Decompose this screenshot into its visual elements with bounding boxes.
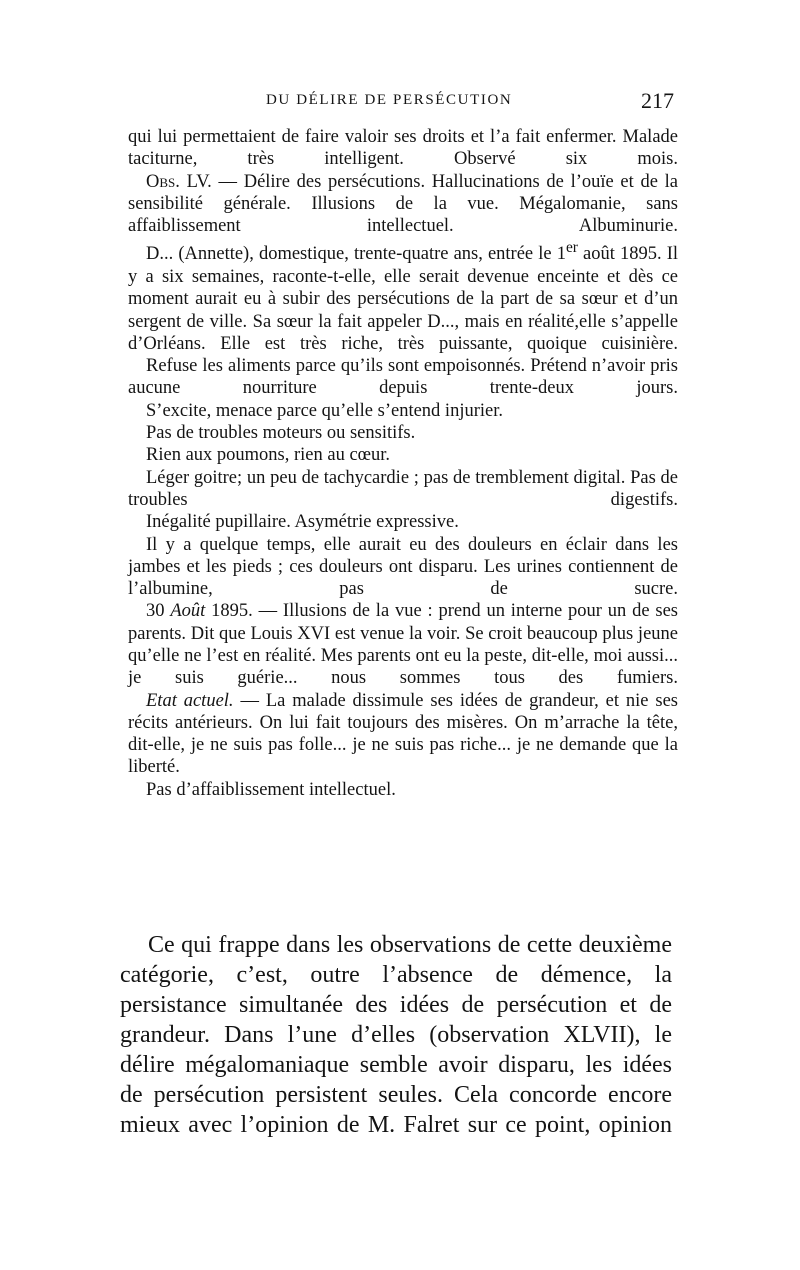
motor-troubles-line: Pas de troubles moteurs ou sensitifs. [146, 423, 416, 444]
current-state-paragraph [128, 690, 678, 779]
running-title: DU DÉLIRE DE PERSÉCUTION [266, 92, 513, 108]
current-state-label: Etat actuel. [146, 690, 234, 711]
lungs-heart-line: Rien aux poumons, rien au cœur. [146, 445, 391, 466]
ordinal-superscript: er [565, 239, 578, 257]
refusal-paragraph: Refuse les aliments parce qu’ils sont empoisonnés. Prétend n’avoir pris aucune nourriture depuis trente-deux jours. [128, 356, 678, 399]
goitre-paragraph: Léger goitre; un peu de tachycardie ; pas de tremblement digital. Pas de troubles digestifs. [128, 467, 678, 510]
dated-observation [128, 600, 678, 689]
patient-history-end: août 1895. Il y a six semaines, raconte-t-elle, elle serait devenue enceinte et dès ce moment aurait eu à subir des persécutions de la part de sa sœur et d’un sergent de ville. Sa sœur la fait appeler D..., mais en réalité,elle s’appelle d’Orléans. Elle est très riche, très puissante, quoique cuisinière. [128, 244, 679, 354]
current-state-text: — La malade dissimule ses idées de grandeur, et nie ses récits antérieurs. On lui fait toujours des misères. On m’arrache la tête, dit-elle, je ne suis pas folle... je ne suis pas riche... je ne demande que la liberté. [128, 690, 678, 778]
continued-paragraph: qui lui permettaient de faire valoir ses droits et l’a fait enfermer. Malade taciturne, très intelligent. Observé six mois. [128, 127, 678, 170]
observation-number: Obs. LV. [146, 171, 212, 192]
observation-details: 1895. — Illusions de la vue : prend un interne pour un de ses parents. Dit que Louis XVI est venue la voir. Se croit beaucoup plus jeune qu’elle ne l’est en réalité. Mes parents ont eu la peste, dit-elle, moi aussi... je suis guérie... nous sommes tous des fumiers. [128, 601, 679, 689]
page-number: 217 [641, 88, 674, 113]
pain-paragraph: Il y a quelque temps, elle aurait eu des douleurs en éclair dans les jambes et les pieds ; ces douleurs ont disparu. Les urines contiennent de l’albumine, pas de sucre. [128, 534, 678, 600]
commentary-paragraph: Ce qui frappe dans les observations de cette deuxième catégorie, c’est, outre l’absence de démence, la persistance simultanée des idées de persécution et de grandeur. Dans l’une d’elles (observation XLVII), le délire mégalomaniaque semble avoir disparu, les idées de persécution persistent seules. Cela concorde encore mieux avec l’opinion de M. Falret sur ce point, opinion [120, 932, 672, 1138]
running-header [128, 88, 678, 118]
patient-history-paragraph [128, 237, 678, 355]
observation-heading [128, 171, 678, 238]
pupillary-line: Inégalité pupillaire. Asymétrie expressive. [146, 512, 459, 533]
commentary-text [120, 930, 672, 1140]
case-observation-text [128, 126, 678, 801]
observation-summary: — Délire des persécutions. Hallucinations de l’ouïe et de la sensibilité générale. Illusions de la vue. Mégalomanie, sans affaiblissement intellectuel. Albuminurie. [128, 171, 678, 237]
observation-day: 30 [146, 601, 171, 622]
patient-history-start: D... (Annette), domestique, trente-quatre ans, entrée le 1 [146, 244, 566, 265]
intellectual-state-line: Pas d’affaiblissement intellectuel. [146, 779, 396, 800]
threat-line: S’excite, menace parce qu’elle s’entend injurier. [146, 400, 503, 421]
observation-month: Août [170, 601, 206, 622]
